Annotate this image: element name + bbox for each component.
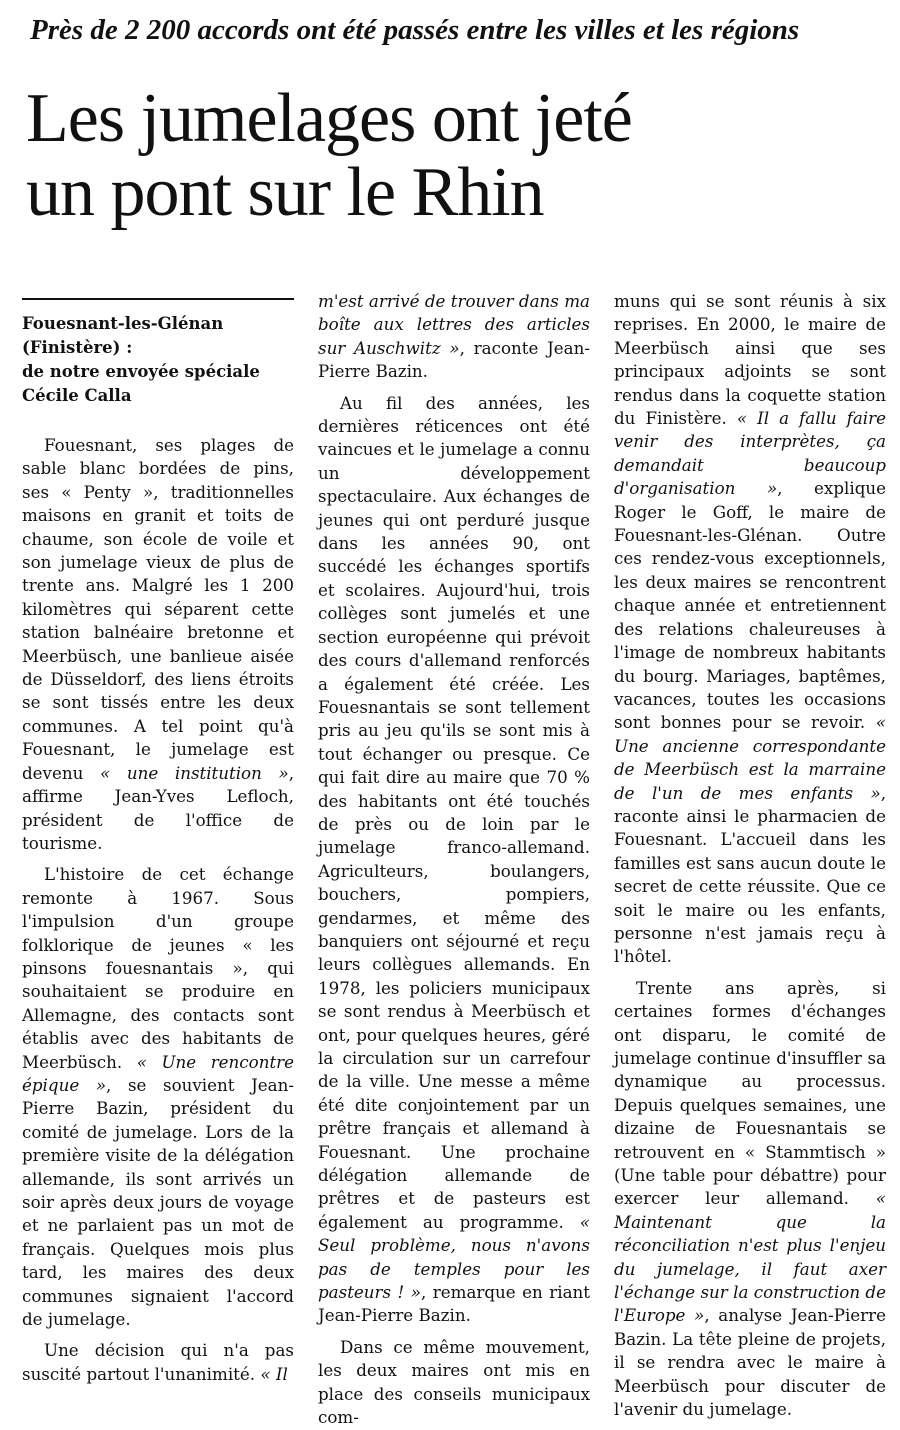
headline-line-1: Les jumelages ont jeté [26, 80, 632, 157]
paragraph-text: , raconte Jean-Pierre Bazin. [318, 337, 590, 382]
paragraph [614, 977, 886, 1422]
quote: m'est arrivé de trouver dans ma boîte aux lettres des articles sur Auschwitz » [318, 291, 590, 358]
paragraph [318, 1336, 590, 1430]
paragraph [22, 863, 294, 1331]
paragraph [22, 1339, 294, 1386]
paragraph [22, 434, 294, 855]
quote: « Il a fallu faire venir des interprètes, ça demandait beaucoup d'organisation » [614, 408, 887, 499]
paragraph-text: , analyse Jean-Pierre Bazin. La tête pleine de projets, il se rendra avec le maire à Meerbüsch pour discuter de l'avenir du jumelage. [614, 1305, 887, 1420]
article-column-3 [614, 290, 886, 1422]
quote: « Maintenant que la réconciliation n'est plus l'enjeu du jumelage, il faut axer l'échange sur la construction de l'Europe » [614, 1188, 886, 1326]
byline-role: de notre envoyée spéciale [22, 362, 260, 381]
paragraph-text: , se souvient Jean-Pierre Bazin, président du comité de jumelage. Lors de la première visite de la délégation allemande, ils sont arrivés un soir après deux jours de voyage et ne parlaient pas un mot de français. Quelques mois plus tard, les maires des deux communes signaient l'accord de jumelage. [22, 1074, 294, 1330]
quote: « Seul problème, nous n'avons pas de temples pour les pasteurs ! » [318, 1211, 590, 1303]
paragraph-text: , explique Roger le Goff, le maire de Fouesnant-les-Glénan. Outre ces rendez-vous exceptionnels, les deux maires se rencontrent chaque année et entretiennent des relations chaleureuses à l'image de nombreux habitants du bourg. Mariages, baptêmes, vacances, toutes les occasions sont bonnes pour se revoir. [614, 478, 886, 733]
paragraph-text: Au fil des années, les dernières réticences ont été vaincues et le jumelage a connu un développement spectaculaire. Aux échanges de jeunes qui ont perduré jusque dans les années 90, ont succédé les échanges sportifs et scolaires. Aujourd'hui, trois collèges sont jumelés et une section européenne qui prévoit des cours d'allemand renforcés a également été créée. Les Fouesnantais se sont tellement pris au jeu qu'ils se sont mis à tout échanger ou presque. Ce qui fait dire au maire que 70 % des habitants ont été touchés de près ou de loin par le jumelage franco-allemand. Agriculteurs, boulangers, bouchers, pompiers, gendarmes, et même des banquiers ont séjourné et reçu leurs collègues allemands. En 1978, les policiers municipaux se sont rendus à Meerbüsch et ont, pour quelques heures, géré la circulation sur un carrefour de la ville. Une messe a même été dite conjointement par un prêtre français et allemand à Fouesnant. Une prochaine délégation allemande de prêtres et de pasteurs est également au programme. [318, 392, 590, 1232]
quote: « Une ancienne correspondante de Meerbüsch est la marraine de l'un de mes enfants » [614, 712, 886, 803]
paragraph-text: , remarque en riant Jean-Pierre Bazin. [318, 1282, 590, 1326]
paragraph [318, 290, 590, 384]
paragraph-text: Fouesnant, ses plages de sable blanc bordées de pins, ses « Penty », traditionnelles maisons en granit et toits de chaume, son école de voile et son jumelage vieux de plus de trente ans. Malgré les 1 200 kilomètres qui séparent cette station balnéaire bretonne et Meerbüsch, une banlieue aisée de Düsseldorf, des liens étroits se sont tissés entre les deux communes. A tel point qu'à Fouesnant, le jumelage est devenu [22, 435, 294, 783]
byline-region: (Finistère) : [22, 338, 133, 357]
quote: « une institution » [100, 762, 289, 783]
paragraph-text: L'histoire de cet échange remonte à 1967. Sous l'impulsion d'un groupe folklorique de jeunes « les pinsons fouesnantais », qui souhaitaient se produire en Allemagne, des contacts sont établis avec des habitants de Meerbüsch. [22, 864, 294, 1072]
quote: « Il [260, 1363, 288, 1384]
article-headline [26, 82, 886, 230]
quote: « Une rencontre épique » [22, 1051, 295, 1095]
paragraph-text: , affirme Jean-Yves Lefloch, président de l'office de tourisme. [22, 762, 294, 853]
byline [22, 312, 294, 408]
headline-line-2: un pont sur le Rhin [26, 154, 544, 231]
paragraph-text: , raconte ainsi le pharmacien de Fouesnant. L'accueil dans les familles est sans aucun doute le secret de cette réussite. Que ce soit le maire ou les enfants, personne n'est jamais reçu à l'hôtel. [614, 782, 886, 967]
paragraph-text: Dans ce même mouvement, les deux maires ont mis en place des conseils municipaux com- [318, 1336, 590, 1428]
paragraph-text: muns qui se sont réunis à six reprises. En 2000, le maire de Meerbüsch ainsi que ses principaux adjoints se sont rendus dans la coquette station du Finistère. [614, 291, 886, 429]
article-kicker: Près de 2 200 accords ont été passés entre les villes et les régions [30, 14, 800, 46]
article-column-1 [22, 288, 294, 1386]
byline-location: Fouesnant-les-Glénan [22, 314, 224, 333]
paragraph-text: Une décision qui n'a pas suscité partout l'unanimité. [22, 1340, 294, 1384]
article-column-2 [318, 290, 590, 1430]
paragraph [318, 392, 590, 1328]
paragraph [614, 290, 886, 969]
byline-rule [22, 298, 294, 300]
paragraph-text: Trente ans après, si certaines formes d'échanges ont disparu, le comité de jumelage continue d'insuffler sa dynamique au processus. Depuis quelques semaines, une dizaine de Fouesnantais se retrouvent en « Stammtisch » (Une table pour débattre) pour exercer leur allemand. [614, 977, 886, 1209]
byline-author: Cécile Calla [22, 386, 132, 405]
